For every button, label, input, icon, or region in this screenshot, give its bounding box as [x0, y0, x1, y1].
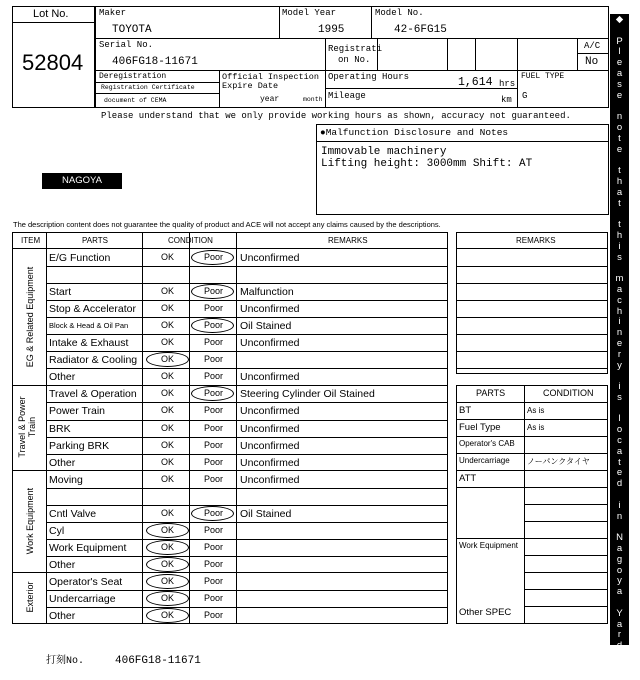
header-parts: PARTS	[82, 236, 108, 245]
row-remark: Oil Stained	[240, 508, 292, 520]
group-exterior: Exterior	[25, 581, 35, 613]
location-sidebar	[610, 14, 629, 673]
row-remark: Unconfirmed	[240, 440, 300, 452]
row-ok: OK	[161, 303, 175, 313]
row-remark: Unconfirmed	[240, 457, 300, 469]
row-remark: Unconfirmed	[240, 303, 300, 315]
row-ok: OK	[161, 354, 175, 364]
row-remark: Unconfirmed	[240, 337, 300, 349]
row-part: Start	[49, 286, 72, 298]
right-part-label: Fuel Type	[459, 422, 501, 433]
serial-no-value: 406FG18-11671	[112, 56, 198, 68]
model-no-label: Model No.	[375, 8, 424, 18]
row-part: BRK	[49, 423, 71, 435]
right-parts-header: PARTS	[476, 388, 506, 398]
deregistration-label: Deregistration	[99, 72, 167, 81]
ok-circle-mark	[146, 574, 189, 589]
poor-circle-mark	[191, 506, 234, 521]
working-hours-note: Please understand that we only provide working hours as shown, accuracy not guaranteed.	[101, 111, 571, 121]
location-badge-text: NAGOYA	[62, 175, 102, 186]
row-part: Intake & Exhaust	[49, 337, 129, 349]
right-part-label: BT	[459, 405, 472, 416]
row-part: Other	[49, 457, 76, 469]
ok-circle-mark	[146, 608, 189, 623]
model-no-value: 42-6FG15	[394, 24, 447, 36]
header-item: ITEM	[21, 236, 41, 245]
fuel-type-value: G	[522, 91, 528, 101]
km-unit: km	[501, 95, 512, 105]
row-part: Work Equipment	[49, 542, 127, 554]
row-part: Other	[49, 559, 76, 571]
month-label: month	[303, 96, 323, 103]
row-part: Radiator & Cooling	[49, 354, 138, 366]
operating-hours-value: 1,614	[458, 76, 493, 89]
right-part-label: ATT	[459, 473, 477, 484]
maker-value: TOYOTA	[112, 24, 152, 36]
official-inspection-label: Official Inspection	[222, 72, 319, 82]
malfunction-line-2: Lifting height: 3000mm Shift: AT	[321, 158, 533, 170]
serial-no-label: Serial No.	[99, 40, 154, 50]
row-part: Cntl Valve	[49, 508, 97, 520]
row-remark: Steering Cylinder Oil Stained	[240, 388, 375, 400]
row-poor: Poor	[204, 593, 224, 603]
right-condition-header: CONDITION	[543, 388, 594, 398]
right-part-label: Work Equipment	[459, 541, 518, 550]
row-ok: OK	[161, 610, 175, 620]
maker-label: Maker	[99, 8, 127, 18]
row-poor: Poor	[204, 423, 224, 433]
row-ok: OK	[161, 474, 175, 484]
row-remark: Unconfirmed	[240, 405, 300, 417]
sidebar-text: ◆ P l e a s e n o t e t h a t t h i s m a c h i n e r y i s l o c a t e d i n N a g o y a Y a r d ◆	[615, 14, 624, 673]
row-ok: OK	[161, 405, 175, 415]
row-poor: Poor	[204, 474, 224, 484]
row-part: Cyl	[49, 525, 65, 537]
row-ok: OK	[161, 593, 175, 603]
header-remarks: REMARKS	[328, 236, 368, 245]
ac-value: No	[585, 56, 599, 68]
row-remark: Unconfirmed	[240, 423, 300, 435]
hrs-unit: hrs	[499, 79, 516, 89]
model-year-label: Model Year	[282, 8, 337, 18]
row-poor: Poor	[204, 457, 224, 467]
poor-circle-mark	[191, 386, 234, 401]
right-condition-value: As is	[527, 423, 545, 432]
right-part-label: Other SPEC	[459, 607, 512, 618]
row-ok: OK	[161, 576, 175, 586]
row-poor: Poor	[204, 440, 224, 450]
row-poor: Poor	[204, 286, 224, 296]
row-remark: Unconfirmed	[240, 474, 300, 486]
row-part: Stop & Accelerator	[49, 303, 136, 315]
row-part: Travel & Operation	[49, 388, 137, 400]
row-poor: Poor	[204, 542, 224, 552]
poor-circle-mark	[191, 318, 234, 333]
row-part: Other	[49, 371, 76, 383]
row-remark: Unconfirmed	[240, 252, 300, 264]
row-ok: OK	[161, 508, 175, 518]
row-poor: Poor	[204, 610, 224, 620]
right-remarks-header: REMARKS	[516, 236, 556, 245]
registration-certificate-label: Registration Certificate	[101, 84, 195, 91]
ok-circle-mark	[146, 540, 189, 555]
ok-circle-mark	[146, 352, 189, 367]
expire-date-label: Expire Date	[222, 81, 279, 91]
malfunction-line-1: Immovable machinery	[321, 146, 447, 158]
row-ok: OK	[161, 525, 175, 535]
row-poor: Poor	[204, 252, 224, 262]
row-ok: OK	[161, 457, 175, 467]
row-remark: Malfunction	[240, 286, 294, 298]
row-ok: OK	[161, 388, 175, 398]
poor-circle-mark	[191, 250, 234, 265]
row-part: Power Train	[49, 405, 106, 417]
row-part: E/G Function	[49, 252, 111, 264]
row-poor: Poor	[204, 576, 224, 586]
row-part: Parking BRK	[49, 440, 110, 452]
row-poor: Poor	[204, 337, 224, 347]
ok-circle-mark	[146, 523, 189, 538]
registration-label-2: on No.	[338, 55, 371, 65]
row-part: Other	[49, 610, 76, 622]
group-travel-power-train-2: Train	[27, 416, 37, 438]
row-poor: Poor	[204, 354, 224, 364]
right-condition-value: ノーパンクタイヤ	[527, 457, 590, 466]
right-part-label: Undercarriage	[459, 456, 510, 465]
group-work-equipment: Work Equipment	[25, 487, 35, 555]
row-ok: OK	[161, 559, 175, 569]
row-poor: Poor	[204, 559, 224, 569]
mileage-label: Mileage	[328, 91, 366, 101]
row-remark: Unconfirmed	[240, 371, 300, 383]
row-ok: OK	[161, 542, 175, 552]
row-ok: OK	[161, 286, 175, 296]
row-poor: Poor	[204, 371, 224, 381]
registration-label-1: Registrati	[328, 44, 383, 54]
lot-no-label: Lot No.	[33, 8, 69, 20]
row-poor: Poor	[204, 303, 224, 313]
row-remark: Oil Stained	[240, 320, 292, 332]
header-condition: CONDITION	[168, 236, 213, 245]
ok-circle-mark	[146, 591, 189, 606]
footer-label: 打刻No.	[46, 656, 85, 667]
row-part: Undercarriage	[49, 593, 116, 605]
operating-hours-label: Operating Hours	[328, 72, 410, 82]
right-condition-value: As is	[527, 406, 545, 415]
year-label: year	[260, 95, 280, 104]
row-poor: Poor	[204, 388, 224, 398]
document-cema-label: document of CEMA	[104, 97, 167, 104]
row-ok: OK	[161, 320, 175, 330]
row-part: Moving	[49, 474, 83, 486]
row-ok: OK	[161, 440, 175, 450]
footer-value: 406FG18-11671	[115, 655, 201, 667]
lot-no-value: 52804	[22, 50, 84, 75]
row-ok: OK	[161, 371, 175, 381]
right-part-label: Operator's CAB	[459, 439, 515, 448]
row-poor: Poor	[204, 508, 224, 518]
model-year-value: 1995	[318, 24, 345, 36]
group-travel-power-train-1: Travel & Power	[17, 396, 27, 458]
row-ok: OK	[161, 337, 175, 347]
group-eg-related-equipment: EG & Related Equipment	[25, 266, 35, 368]
ac-label: A/C	[584, 41, 601, 51]
malfunction-title: ●Malfunction Disclosure and Notes	[320, 127, 509, 138]
row-poor: Poor	[204, 320, 224, 330]
row-part: Block & Head & Oil Pan	[49, 321, 129, 330]
row-ok: OK	[161, 423, 175, 433]
ok-circle-mark	[146, 557, 189, 572]
row-poor: Poor	[204, 525, 224, 535]
row-part: Operator's Seat	[49, 576, 123, 588]
row-ok: OK	[161, 252, 175, 262]
row-poor: Poor	[204, 405, 224, 415]
poor-circle-mark	[191, 284, 234, 299]
fuel-type-label: FUEL TYPE	[521, 72, 565, 81]
disclaimer-text: The description content does not guarantee the quality of product and ACE will not accept any claims caused by the descriptions.	[13, 220, 441, 229]
